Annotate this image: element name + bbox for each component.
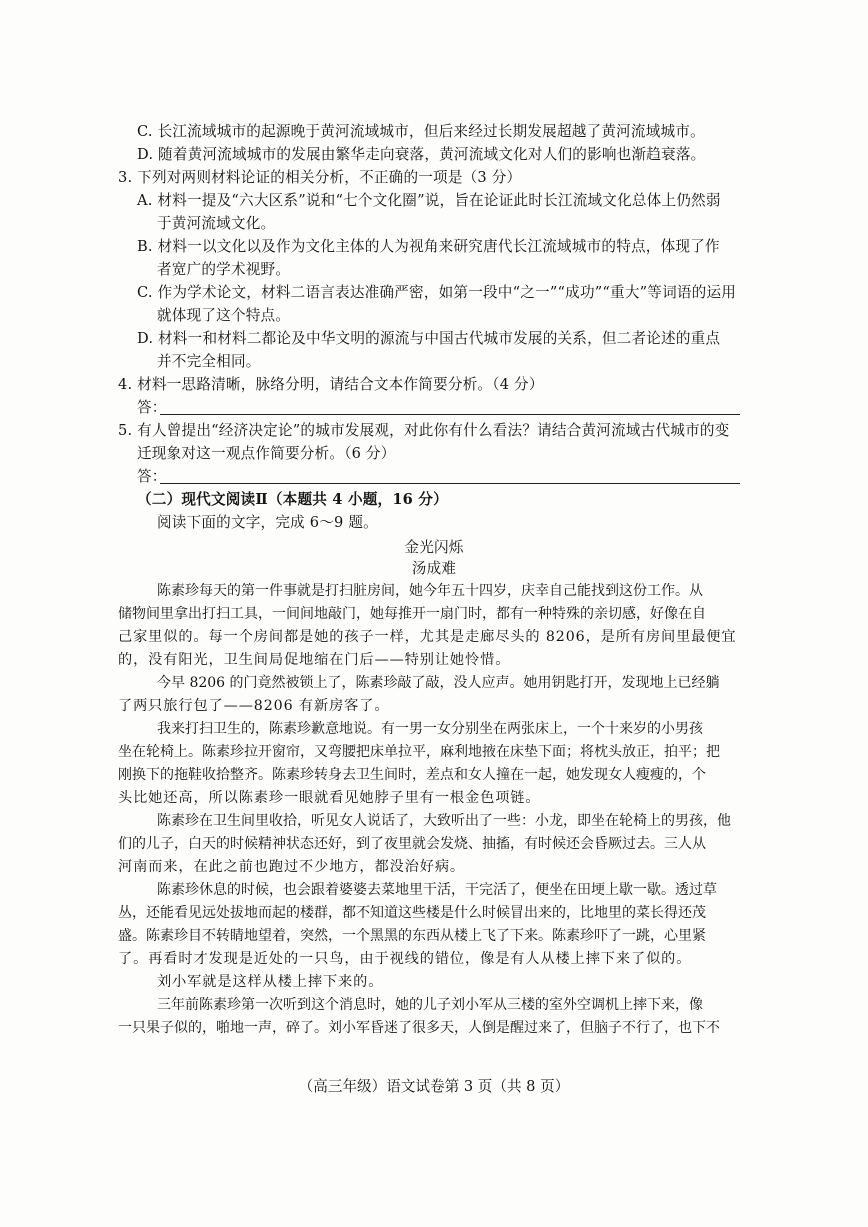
option-d-q2: D. 随着黄河流域城市的发展由繁华走向衰落，黄河流域文化对人们的影响也渐趋衰落。 xyxy=(137,146,706,163)
option-b-q3-cont: 者宽广的学术视野。 xyxy=(157,261,291,278)
story-line: 陈素珍每天的第一件事就是打扫脏房间，她今年五十四岁，庆幸自己能找到这份工作。从 xyxy=(157,583,703,599)
section-instruction: 阅读下面的文字，完成 6～9 题。 xyxy=(157,514,378,531)
question-4: 4. 材料一思路清晰，脉络分明，请结合文本作简要分析。（4 分） xyxy=(118,376,544,393)
question-3: 3. 下列对两则材料论证的相关分析，不正确的一项是（3 分） xyxy=(118,169,522,186)
story-line: 己家里似的。每一个房间都是她的孩子一样，尤其是走廊尽头的 8206，是所有房间里最便宜 xyxy=(118,629,737,645)
answer-line-4 xyxy=(160,414,740,415)
option-d-q3-cont: 并不完全相同。 xyxy=(157,353,261,370)
story-line: 头比她还高，所以陈素珍一眼就看见她脖子里有一根金色项链。 xyxy=(118,790,541,806)
answer-line-5 xyxy=(160,483,740,484)
story-title: 金光闪烁 xyxy=(404,539,464,556)
answer-label-4: 答： xyxy=(137,399,167,416)
option-c-q3-cont: 就体现了这个特点。 xyxy=(157,307,291,324)
question-5: 5. 有人曾提出“经济决定论”的城市发展观，对此你有什么看法？请结合黄河流域古代城市的变 xyxy=(118,422,730,439)
story-line: 我来打扫卫生的，陈素珍歉意地说。有一男一女分别坐在两张床上，一个十来岁的小男孩 xyxy=(157,721,703,737)
story-line: 们的儿子，白天的时候精神状态还好，到了夜里就会发烧、抽搐，有时候还会昏厥过去。三人从 xyxy=(118,836,706,852)
story-line: 刚换下的拖鞋收拾整齐。陈素珍转身去卫生间时，差点和女人撞在一起，她发现女人瘦瘦的，个 xyxy=(118,767,706,783)
story-line: 丛，还能看见远处拔地而起的楼群，都不知道这些楼是什么时候冒出来的，比地里的菜长得还茂 xyxy=(118,905,706,921)
section-heading: （二）现代文阅读Ⅱ（本题共 4 小题，16 分） xyxy=(137,491,448,508)
story-line: 陈素珍休息的时候，也会跟着婆婆去菜地里干活，干完活了，便坐在田埂上歇一歇。透过草 xyxy=(157,882,717,898)
answer-label-5: 答： xyxy=(137,468,167,485)
story-line: 了。再看时才发现是近处的一只鸟，由于视线的错位，像是有人从楼上摔下来了似的。 xyxy=(118,951,692,967)
story-line: 储物间里拿出打扫工具，一间间地敲门，她每推开一扇门时，都有一种特殊的亲切感，好像在自 xyxy=(118,606,706,622)
option-a-q3-cont: 于黄河流域文化。 xyxy=(157,215,276,232)
story-line: 今早 8206 的门竟然被锁上了，陈素珍敲了敲，没人应声。她用钥匙打开，发现地上已经躺 xyxy=(157,675,720,691)
story-line: 刘小军就是这样从楼上摔下来的。 xyxy=(157,974,384,990)
story-line: 一只果子似的，啪地一声，碎了。刘小军昏迷了很多天，人倒是醒过来了，但脑子不行了，也下不 xyxy=(118,1020,720,1036)
story-line: 盛。陈素珍目不转睛地望着，突然，一个黑黑的东西从楼上飞了下来。陈素珍吓了一跳，心里紧 xyxy=(118,928,706,944)
story-line: 坐在轮椅上。陈素珍拉开窗帘，又弯腰把床单拉平，麻利地掖在床垫下面；将枕头放正，拍平；把 xyxy=(118,744,720,760)
option-c-q2: C. 长江流域城市的起源晚于黄河流域城市，但后来经过长期发展超越了黄河流域城市。 xyxy=(137,123,705,140)
option-d-q3: D. 材料一和材料二都论及中华文明的源流与中国古代城市发展的关系，但二者论述的重点 xyxy=(137,330,721,347)
story-line: 陈素珍在卫生间里收拾，听见女人说话了，大致听出了一些：小龙，即坐在轮椅上的男孩，他 xyxy=(157,813,731,829)
option-c-q3: C. 作为学术论文，材料二语言表达准确严密，如第一段中“之一”“成功”“重大”等词语的运用 xyxy=(137,284,737,301)
story-line: 了两只旅行包了——8206 有新房客了。 xyxy=(118,698,390,714)
option-a-q3: A. 材料一提及“六大区系”说和“七个文化圈”说，旨在论证此时长江流域文化总体上仍然弱 xyxy=(137,192,721,209)
question-5-cont: 迁现象对这一观点作简要分析。（6 分） xyxy=(137,445,396,462)
option-b-q3: B. 材料一以文化以及作为文化主体的人为视角来研究唐代长江流域城市的特点，体现了作 xyxy=(137,238,720,255)
story-line: 三年前陈素珍第一次听到这个消息时，她的儿子刘小军从三楼的室外空调机上摔下来，像 xyxy=(157,997,703,1013)
story-line: 的，没有阳光，卫生间局促地缩在门后——特别让她怜惜。 xyxy=(118,652,511,668)
page-footer: （高三年级）语文试卷第 3 页（共 8 页） xyxy=(298,1078,570,1095)
story-line: 河南而来，在此之前也跑过不少地方，都没治好病。 xyxy=(118,859,466,875)
story-author: 汤成难 xyxy=(411,560,457,577)
